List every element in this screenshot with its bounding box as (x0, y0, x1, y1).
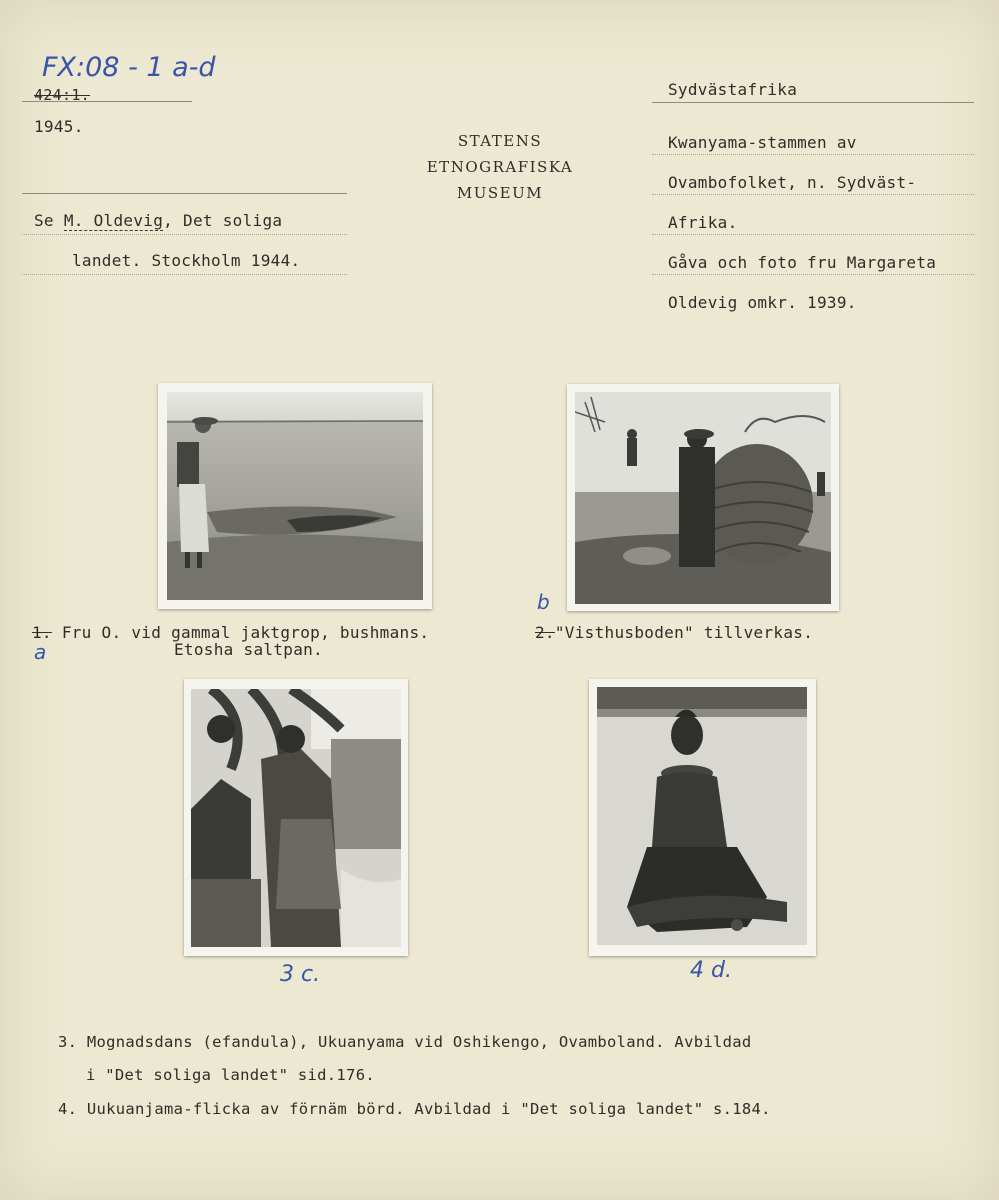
header-rule-left (22, 101, 192, 102)
photo-a-hunting-pit (158, 383, 432, 609)
year: 1945. (34, 117, 84, 136)
photo-c-image (191, 689, 401, 947)
caption-2 (535, 623, 813, 642)
photo-b-image (575, 392, 831, 604)
photo-a-image (167, 392, 423, 600)
reference-title-start: , Det soliga (163, 211, 283, 230)
desc-dotline-2 (652, 194, 974, 195)
caption-2-letter: b (537, 590, 550, 614)
caption-1-text: Fru O. vid gammal jaktgrop, bushmans. (61, 623, 430, 642)
desc-dotline-3 (652, 234, 974, 235)
caption-2-text: "Visthusboden" tillverkas. (554, 623, 814, 642)
photo-d-image (597, 687, 807, 945)
note-4-line-1: 4. Uukuanjama-flicka av förnäm börd. Avbildad i "Det soliga landet" s.184. (58, 1100, 771, 1118)
desc-dotline-1 (652, 154, 974, 155)
desc-line-4: Gåva och foto fru Margareta (668, 253, 937, 272)
desc-dotline-4 (652, 274, 974, 275)
museum-line-1: STATENS (457, 132, 543, 150)
catalog-number: FX:08 - 1 a-d (42, 52, 216, 83)
museum-line-2: ETNOGRAFISKA (426, 158, 574, 176)
reference-dotline-1 (22, 234, 347, 235)
museum-name (400, 128, 600, 206)
desc-line-2: Ovambofolket, n. Sydväst- (668, 173, 917, 192)
note-3-line-1: 3. Mognadsdans (efandula), Ukuanyama vid Oshikengo, Ovamboland. Avbildad (58, 1033, 752, 1051)
region-rule (652, 102, 974, 103)
caption-3-number-handwritten: 3 c. (280, 962, 321, 987)
desc-line-1: Kwanyama-stammen av (668, 133, 857, 152)
museum-line-3: MUSEUM (456, 184, 544, 202)
reference-author: M. Oldevig (63, 211, 164, 230)
photo-c-maturity-dance (184, 679, 408, 956)
photo-b-basket-making (567, 384, 839, 611)
reference-rule (22, 193, 347, 194)
reference-line-2: landet. Stockholm 1944. (72, 251, 301, 270)
reference-dotline-2 (22, 274, 347, 275)
desc-line-3: Afrika. (668, 213, 738, 232)
caption-4-number-handwritten: 4 d. (690, 958, 732, 983)
desc-line-5: Oldevig omkr. 1939. (668, 293, 857, 312)
reference-prefix: Se (34, 211, 54, 230)
caption-1-letter: a (34, 640, 47, 664)
caption-1-line-2: Etosha saltpan. (174, 640, 323, 659)
caption-1-number: 1. (32, 623, 52, 642)
region: Sydvästafrika (668, 80, 798, 99)
reference-line-1 (34, 211, 282, 230)
note-3-line-2: i "Det soliga landet" sid.176. (86, 1066, 375, 1084)
caption-2-number: 2. (535, 623, 555, 642)
old-number: 424:1. (34, 86, 90, 104)
photo-d-ovambo-girl (589, 679, 816, 956)
